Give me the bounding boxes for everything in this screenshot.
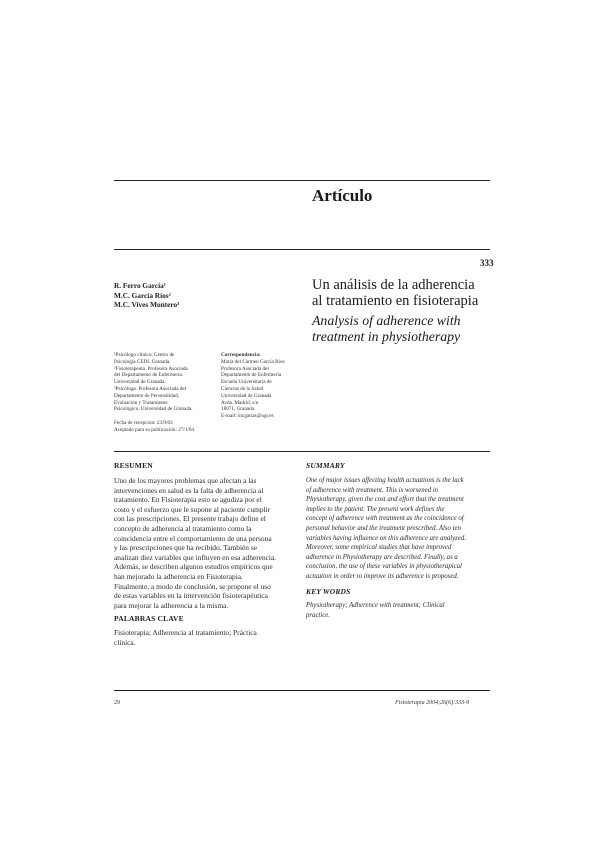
resumen-line: de estas variables en la intervención fisioterapéutica bbox=[114, 591, 268, 601]
page-number: 333 bbox=[480, 258, 494, 268]
correspondence-email: E-mail: mcgarias@ugr.es bbox=[221, 413, 274, 420]
correspondence-line: Universidad de Granada bbox=[221, 392, 272, 399]
keyword-line: clínica. bbox=[114, 637, 136, 647]
keyword-line: Fisioterapia; Adherencia al tratamiento; Práctica bbox=[114, 628, 257, 637]
affiliation-line: Departamento de Personalidad, bbox=[114, 392, 179, 399]
affiliation-line: ³Psicóloga. Profesora Asociada del bbox=[114, 385, 187, 392]
title-line: al tratamiento en fisioterapia bbox=[312, 293, 479, 309]
summary-line: One of major issues affecting health actuations is the lack bbox=[306, 477, 464, 484]
title-line: Un análisis de la adherencia bbox=[312, 277, 475, 293]
dates bbox=[114, 420, 194, 434]
correspondence bbox=[221, 352, 301, 420]
title-spanish bbox=[312, 277, 502, 309]
author: M.C. García Ríos² bbox=[114, 290, 171, 300]
summary-line: Physiotherapy, given the cost and effort that the treatment bbox=[306, 496, 464, 504]
section-title: Artículo bbox=[312, 186, 373, 205]
resumen-line: Finalmente, a modo de conclusión, se propone el uso bbox=[114, 581, 271, 591]
title-line: Analysis of adherence with bbox=[312, 313, 461, 328]
received-date: Fecha de recepción: 23/9/03 bbox=[114, 420, 173, 426]
summary-line: implies to the patient. The present work defines the bbox=[306, 505, 445, 513]
resumen-line: con las prescripciones. El presente trabajo define el bbox=[114, 514, 266, 524]
keyword-line: practice. bbox=[306, 611, 330, 619]
resumen-line: coincidencia entre el comportamiento de una persona bbox=[114, 533, 272, 543]
correspondence-line: Avda. Madrid, s/n bbox=[221, 399, 259, 406]
resumen-heading: RESUMEN bbox=[114, 461, 153, 470]
accepted-date: Aceptado para su publicación: 27/1/04 bbox=[114, 426, 195, 433]
palabras-clave-heading: PALABRAS CLAVE bbox=[114, 614, 184, 623]
title-english bbox=[312, 313, 502, 344]
summary-line: of adherence with treatment. This is worsened in bbox=[306, 486, 439, 494]
footer-rule bbox=[114, 690, 490, 691]
correspondence-line: 18071, Granada bbox=[221, 406, 255, 413]
key-words-heading: KEY WORDS bbox=[306, 587, 351, 596]
affiliation-line: Psicológico. Universidad de Granada. bbox=[114, 406, 193, 413]
correspondence-line: Profesora Asociada del bbox=[221, 365, 269, 372]
summary-line: actuation in order to improve its adherence is proposed. bbox=[306, 572, 459, 580]
resumen-line: para mejorar la adherencia a la misma. bbox=[114, 600, 229, 610]
summary-line: variables having influence on this adherence are analyzed. bbox=[306, 534, 466, 542]
resumen-line: intervenciones en salud es la falta de adherencia al bbox=[114, 485, 264, 495]
resumen-line: Uno de los mayores problemas que afectan a las bbox=[114, 476, 257, 485]
summary-line: personal behavior and the treatment prescribed. Also ten bbox=[306, 524, 461, 532]
palabras-clave-body bbox=[114, 628, 294, 647]
author-list bbox=[114, 281, 179, 310]
affiliation-line: ¹Psicólogo clínico. Centro de bbox=[114, 352, 175, 358]
correspondence-line: Ciencias de la Salud bbox=[221, 385, 264, 392]
summary-body bbox=[306, 476, 496, 582]
resumen-line: y las prescripciones que ha recibido. También se bbox=[114, 543, 258, 553]
author: M.C. Vives Montero³ bbox=[114, 300, 180, 309]
affiliation-line: ²Fisioterapeuta. Profesora Asociada bbox=[114, 365, 188, 372]
resumen-body bbox=[114, 476, 294, 610]
affiliations bbox=[114, 352, 222, 413]
resumen-line: costo y el esfuerzo que le supone al paciente cumplir bbox=[114, 504, 271, 514]
summary-line: conclusion, the use of these variables in physiotherapical bbox=[306, 563, 462, 571]
summary-heading: SUMMARY bbox=[306, 461, 345, 470]
top-rule bbox=[114, 180, 490, 181]
affiliation-line: Evaluación y Tratamiento bbox=[114, 399, 168, 406]
affiliation-line: del Departamento de Enfermería. bbox=[114, 372, 184, 379]
keyword-line: Physiotherapy; Adherence with treatment; Clinical bbox=[306, 602, 445, 609]
correspondence-heading: Correspondencia: bbox=[221, 352, 261, 358]
correspondence-line: Departamento de Enfermería bbox=[221, 372, 282, 379]
summary-line: adherence in Physiotherapy are described. Finally, as a bbox=[306, 553, 458, 561]
author: R. Ferro García¹ bbox=[114, 281, 166, 290]
abstract-top-rule bbox=[114, 451, 490, 452]
summary-line: Moreover, some empirical studies that have improved bbox=[306, 544, 452, 552]
resumen-line: Además, se describen algunos estudios empíricos que bbox=[114, 562, 273, 572]
resumen-line: tratamiento. En Fisioterapia esto se agudiza por el bbox=[114, 495, 262, 505]
footer-page-number: 29 bbox=[114, 700, 120, 706]
footer-citation: Fisioterapia 2004;26(6):333-9 bbox=[395, 700, 470, 706]
key-words-body bbox=[306, 601, 496, 620]
resumen-line: concepto de adherencia al tratamiento como la bbox=[114, 523, 252, 533]
affiliation-line: Psicología CEDI. Granada. bbox=[114, 358, 171, 365]
summary-line: concept of adherence with treatment as the coincidence of bbox=[306, 515, 464, 523]
header-bottom-rule bbox=[114, 249, 490, 250]
resumen-line: analizan diez variables que influyen en esa adherencia. bbox=[114, 552, 277, 562]
correspondence-line: Escuela Universitaria de bbox=[221, 379, 272, 386]
title-line: treatment in physiotherapy bbox=[312, 328, 461, 344]
affiliation-line: Universidad de Granada. bbox=[114, 379, 166, 386]
resumen-line: han mejorado la adherencia en Fisioterapia. bbox=[114, 571, 243, 581]
correspondence-line: María del Carmen García Ríos bbox=[221, 358, 285, 365]
